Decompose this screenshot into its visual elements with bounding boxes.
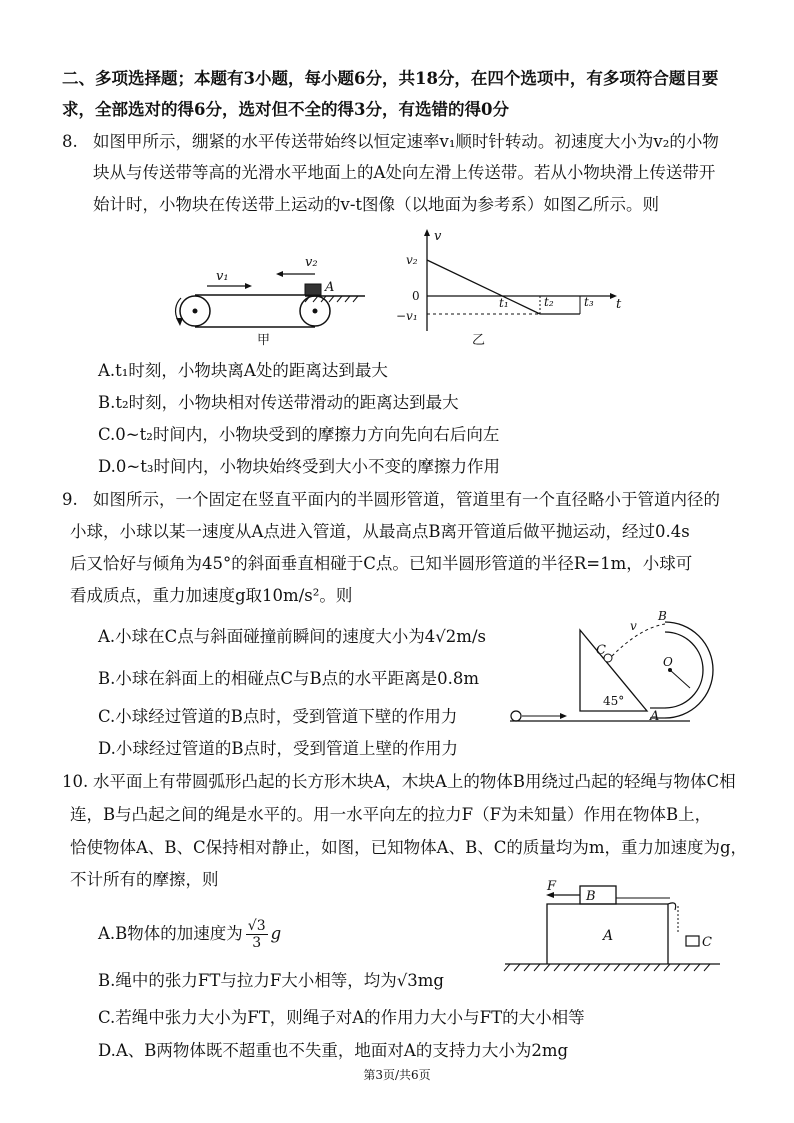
- page-footer: 第3页/共6页: [363, 1068, 431, 1082]
- q10-fig-F: F: [547, 879, 557, 894]
- q8-graph-t1: t₁: [499, 296, 509, 310]
- q8-figure-vt-graph: [392, 226, 627, 351]
- q10-stem-line4: 不计所有的摩擦，则: [70, 870, 219, 889]
- q9-fig-angle: 45°: [603, 694, 625, 708]
- q9-stem-line3: 后又恰好与倾角为45°的斜面垂直相碰于C点。已知半圆形管道的半径R=1m，小球可: [70, 554, 693, 573]
- q10-option-a-fraction-numerator: √3: [247, 918, 266, 934]
- section-heading-line2: 求，全部选对的得6分，选对但不全的得3分，有选错的得0分: [62, 100, 509, 119]
- q9-option-d: D.小球经过管道的B点时，受到管道上壁的作用力: [98, 739, 459, 758]
- q10-figure: [500, 876, 730, 976]
- q10-fig-B: B: [586, 889, 596, 904]
- q9-fig-B: B: [658, 609, 667, 623]
- q10-option-b: B.绳中的张力FT与拉力F大小相等，均为√3mg: [98, 971, 444, 990]
- q9-fig-v: v: [630, 619, 637, 633]
- q10-stem-line2: 连，B与凸起之间的绳是水平的。用一水平向左的拉力F（F为未知量）作用在物体B上，: [70, 805, 712, 824]
- q9-number: 9.: [62, 490, 78, 509]
- q10-number: 10.: [62, 772, 89, 791]
- q8-graph-axis-v: v: [434, 229, 442, 244]
- q9-option-a: A.小球在C点与斜面碰撞前瞬间的速度大小为4√2m/s: [98, 627, 486, 646]
- q8-number: 8.: [62, 132, 78, 151]
- q9-fig-C: C: [596, 643, 606, 658]
- q9-stem-line1: 如图所示，一个固定在竖直平面内的半圆形管道，管道里有一个直径略小于管道内径的: [93, 490, 720, 509]
- q8-fig-v2-label: v₂: [305, 255, 318, 270]
- q8-stem-line2: 块从与传送带等高的光滑水平地面上的A处向左滑上传送带。若从小物块滑上传送带开: [93, 163, 716, 182]
- section-heading-line1: 二、多项选择题；本题有3小题，每小题6分，共18分，在四个选项中，有多项符合题目要: [62, 69, 719, 88]
- q10-option-c: C.若绳中张力大小为FT，则绳子对A的作用力大小与FT的大小相等: [98, 1008, 585, 1027]
- q9-fig-A: A: [650, 709, 660, 724]
- q10-option-a: [98, 918, 281, 951]
- q10-option-a-fraction: [246, 918, 268, 951]
- q8-figure-conveyor: [165, 240, 375, 350]
- q10-fig-A: A: [603, 928, 614, 944]
- q9-option-c: C.小球经过管道的B点时，受到管道下壁的作用力: [98, 707, 458, 726]
- q8-fig-jia-caption: 甲: [257, 333, 271, 348]
- q8-option-c: C.0~t₂时间内，小物块受到的摩擦力方向先向右后向左: [98, 425, 500, 444]
- q8-option-a: A.t₁时刻，小物块离A处的距离达到最大: [98, 361, 388, 380]
- q10-fig-C: C: [702, 935, 712, 950]
- q8-graph-t2: t₂: [544, 295, 554, 309]
- q8-graph-axis-t: t: [616, 297, 622, 312]
- q10-stem-line3: 恰使物体A、B、C保持相对静止，如图，已知物体A、B、C的质量均为m，重力加速度为g，: [70, 838, 748, 857]
- q8-graph-neg-v1: −v₁: [396, 309, 418, 323]
- q8-graph-zero: 0: [412, 289, 420, 303]
- q8-stem-line1: 如图甲所示，绷紧的水平传送带始终以恒定速率v₁顺时针转动。初速度大小为v₂的小物: [93, 132, 719, 151]
- q8-fig-v1-label: v₁: [216, 269, 229, 284]
- q9-stem-line4: 看成质点，重力加速度g取10m/s²。则: [70, 586, 353, 605]
- q10-option-d: D.A、B两物体既不超重也不失重，地面对A的支持力大小为2mg: [98, 1041, 569, 1060]
- q10-option-a-suffix: g: [270, 924, 282, 943]
- q8-graph-t3: t₃: [584, 295, 594, 309]
- q9-stem-line2: 小球，小球以某一速度从A点进入管道，从最高点B离开管道后做平抛运动，经过0.4s: [70, 522, 690, 541]
- q10-option-a-fraction-denominator: 3: [252, 935, 262, 951]
- q8-stem-line3: 始计时，小物块在传送带上运动的v-t图像（以地面为参考系）如图乙所示。则: [93, 195, 660, 214]
- q10-stem-line1: 水平面上有带圆弧形凸起的长方形木块A，木块A上的物体B用绕过凸起的轻绳与物体C相: [93, 772, 736, 791]
- q9-figure: [500, 608, 740, 738]
- q8-fig-A-label: A: [325, 280, 335, 295]
- q10-option-a-prefix: A.B物体的加速度为: [98, 924, 243, 943]
- q9-option-b: B.小球在斜面上的相碰点C与B点的水平距离是0.8m: [98, 669, 480, 688]
- q8-fig-yi-caption: 乙: [472, 333, 486, 348]
- q8-graph-v2-label: v₂: [406, 253, 418, 267]
- q8-option-b: B.t₂时刻，小物块相对传送带滑动的距离达到最大: [98, 393, 459, 412]
- q8-option-d: D.0~t₃时间内，小物块始终受到大小不变的摩擦力作用: [98, 457, 500, 476]
- q9-fig-O: O: [663, 655, 673, 669]
